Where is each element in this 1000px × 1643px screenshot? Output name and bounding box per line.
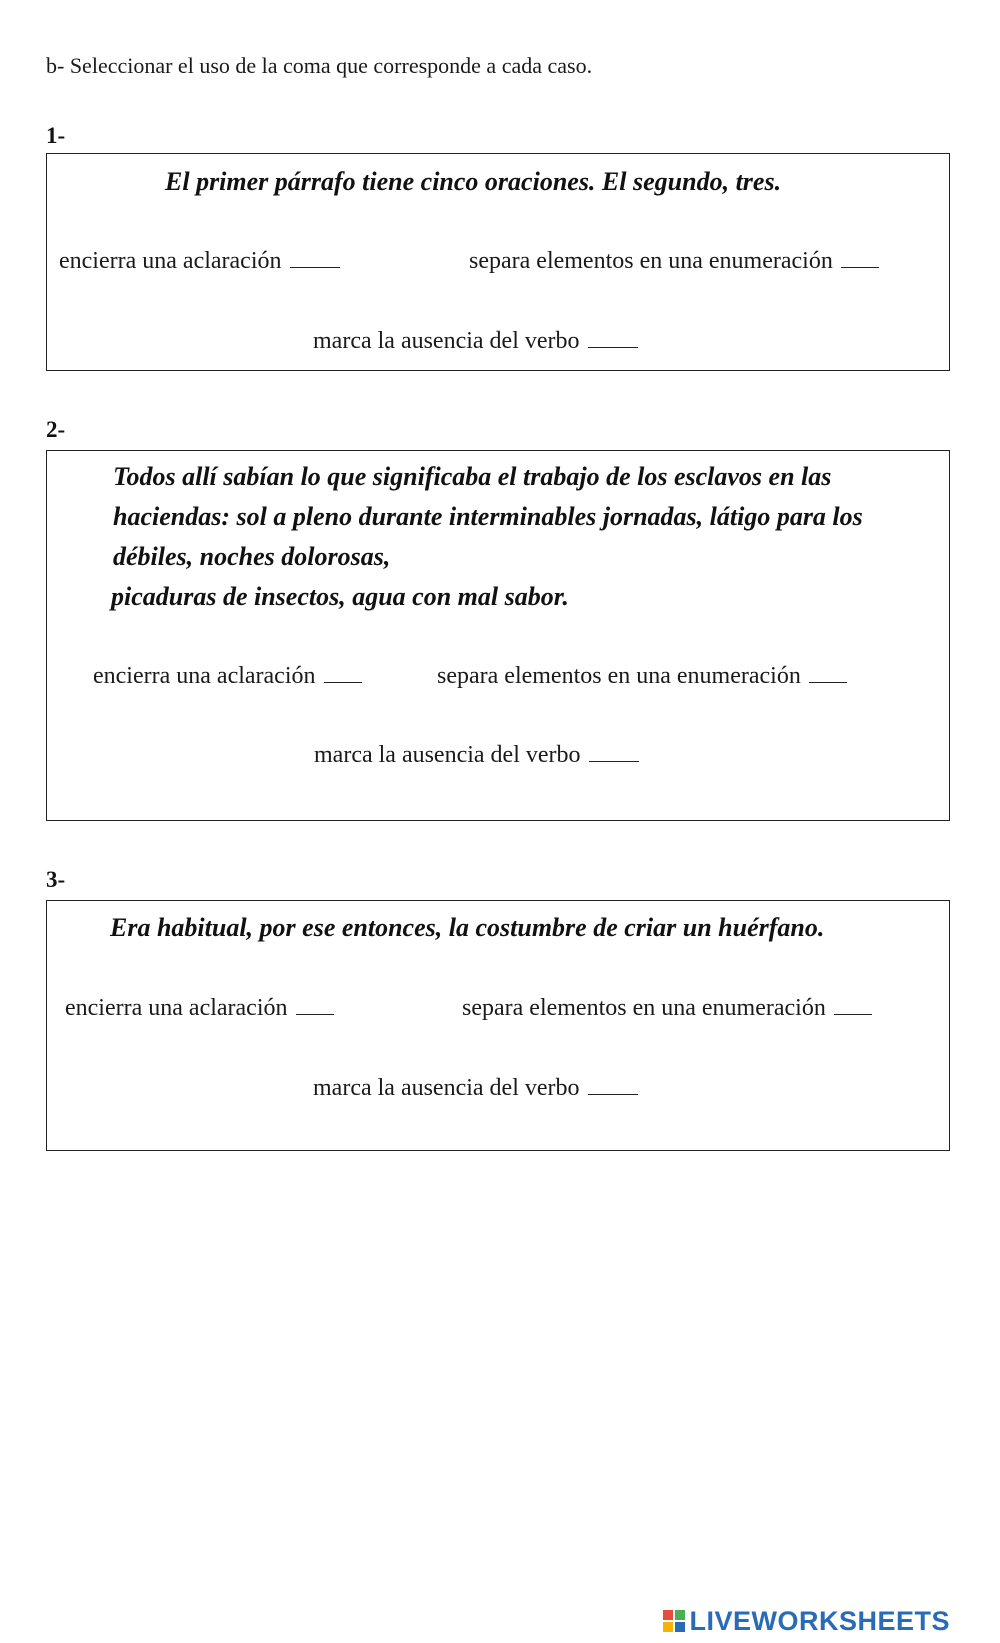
liveworksheets-logo-icon — [663, 1610, 685, 1632]
answer-blank[interactable] — [589, 741, 639, 762]
sentence-line: Era habitual, por ese entonces, la costumbre de criar un huérfano. — [110, 913, 825, 942]
option-label: separa elementos en una enumeración — [437, 663, 801, 689]
exercise-3-option-aclaracion[interactable] — [65, 993, 334, 1023]
exercise-1-sentence — [165, 161, 781, 203]
exercise-2-option-enumeracion[interactable] — [437, 661, 847, 691]
instruction-text: b- Seleccionar el uso de la coma que corresponde a cada caso. — [46, 53, 593, 78]
exercise-3-option-verbo[interactable] — [313, 1073, 638, 1103]
sentence-line: El primer párrafo tiene cinco oraciones. El segundo, tres. — [165, 167, 782, 196]
exercise-2-sentence — [113, 457, 863, 617]
logo-square — [675, 1622, 685, 1632]
exercise-1-option-aclaracion[interactable] — [59, 246, 340, 276]
sentence-line: haciendas: sol a pleno durante interminables jornadas, látigo para los — [113, 502, 863, 531]
option-label: encierra una aclaración — [65, 995, 288, 1021]
answer-blank[interactable] — [324, 662, 362, 683]
exercise-2-number: 2- — [46, 417, 66, 442]
exercise-3-option-enumeracion[interactable] — [462, 993, 872, 1023]
answer-blank[interactable] — [290, 247, 340, 268]
answer-blank[interactable] — [588, 327, 638, 348]
exercise-1-option-enumeracion[interactable] — [469, 246, 879, 276]
exercise-1-box — [46, 153, 950, 371]
exercise-3-box — [46, 900, 950, 1151]
answer-blank[interactable] — [809, 662, 847, 683]
option-label: encierra una aclaración — [59, 248, 282, 274]
exercise-3-number: 3- — [46, 867, 66, 892]
sentence-line: Todos allí sabían lo que significaba el trabajo de los esclavos en las — [113, 462, 832, 491]
option-label: marca la ausencia del verbo — [313, 1075, 580, 1101]
exercise-2-option-verbo[interactable] — [314, 740, 639, 770]
answer-blank[interactable] — [296, 994, 334, 1015]
answer-blank[interactable] — [841, 247, 879, 268]
liveworksheets-brand[interactable] — [663, 1606, 950, 1636]
logo-square — [663, 1610, 673, 1620]
logo-square — [663, 1622, 673, 1632]
sentence-line: picaduras de insectos, agua con mal sabor. — [111, 582, 569, 611]
option-label: separa elementos en una enumeración — [469, 248, 833, 274]
logo-square — [675, 1610, 685, 1620]
option-label: separa elementos en una enumeración — [462, 995, 826, 1021]
exercise-3-sentence — [110, 907, 824, 949]
exercise-1-number: 1- — [46, 123, 66, 148]
option-label: encierra una aclaración — [93, 663, 316, 689]
option-label: marca la ausencia del verbo — [313, 328, 580, 354]
exercise-1-option-verbo[interactable] — [313, 326, 638, 356]
exercise-2-option-aclaracion[interactable] — [93, 661, 362, 691]
sentence-line: débiles, noches dolorosas, — [113, 542, 391, 571]
liveworksheets-wordmark: LIVEWORKSHEETS — [689, 1605, 950, 1636]
option-label: marca la ausencia del verbo — [314, 742, 581, 768]
exercise-2-box — [46, 450, 950, 821]
answer-blank[interactable] — [588, 1074, 638, 1095]
answer-blank[interactable] — [834, 994, 872, 1015]
